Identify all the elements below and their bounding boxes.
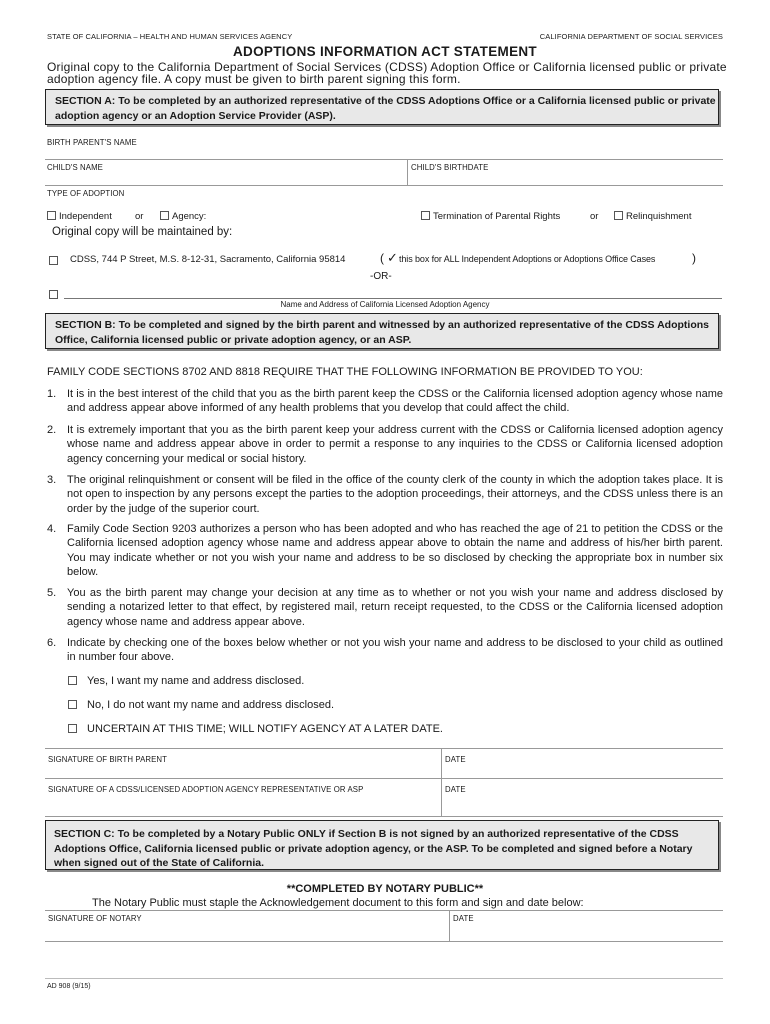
relinquishment-option[interactable]: Relinquishment — [614, 211, 691, 222]
original-copy-label: Original copy will be maintained by: — [52, 226, 233, 238]
cdss-note: this box for ALL Independent Adoptions or Adoptions Office Cases — [399, 254, 656, 264]
independent-option[interactable]: Independent — [47, 211, 112, 222]
agency-header: STATE OF CALIFORNIA – HEALTH AND HUMAN SERVICES AGENCY — [47, 32, 293, 41]
list-item-text: You as the birth parent may change your decision at any time as to whether or not you wish your name and address disclosed by sending a notarized letter to that effect, by registered mail, return receipt requested, to the CDSS or the California licensed adoption agency whose name and address appear above. — [67, 587, 723, 628]
agency-caption: Name and Address of California Licensed Adoption Agency — [280, 300, 490, 309]
representative-date-field[interactable] — [443, 795, 723, 815]
or-separator: -OR- — [370, 271, 392, 282]
child-name-field[interactable] — [45, 173, 405, 185]
list-item-text: The original relinquishment or consent will be filed in the office of the county clerk of the county in which the adoption takes place. It is not open to inspection by any persons except the parties to the adoption proceedings, their attorneys, and the CDSS unless there is an order by the judge of the superior court. — [67, 474, 723, 515]
form-id: AD 908 (9/15) — [47, 983, 91, 990]
representative-date-label: DATE — [445, 785, 466, 794]
termination-option[interactable]: Termination of Parental Rights — [421, 211, 560, 222]
agency-name-address-field[interactable] — [64, 284, 722, 298]
divider — [45, 941, 723, 942]
agency-option[interactable]: Agency: — [160, 211, 206, 222]
list-item: 3. The original relinquishment or consent will be filed in the office of the county clerk of the county in which the adoption takes place. It is not open to inspection by any persons except the parties to the adoption proceedings, their attorneys, and the CDSS unless there is an order by the judge of the superior court. — [47, 474, 723, 515]
divider — [45, 159, 723, 160]
list-item: 5. You as the birth parent may change your decision at any time as to whether or not you wish your name and address disclosed by sending a notarized letter to that effect, by registered mail, return receipt requested, to the CDSS or the California licensed adoption agency whose name and address appear above. — [47, 587, 723, 628]
form-title: ADOPTIONS INFORMATION ACT STATEMENT — [233, 44, 537, 59]
divider — [45, 910, 723, 911]
notary-date-field[interactable] — [451, 924, 723, 940]
termination-checkbox[interactable] — [421, 211, 430, 220]
completed-by-notary: **COMPLETED BY NOTARY PUBLIC** — [286, 883, 484, 895]
intro-text: Original copy to the California Department of Social Services (CDSS) Adoption Office or California licensed public or private adoption agency file. A copy must be given to birth parent signing this form. — [47, 60, 727, 86]
agency-checkbox[interactable] — [160, 211, 169, 220]
footer-divider — [45, 978, 723, 979]
divider — [441, 748, 442, 816]
list-item-text: It is extremely important that you as the birth parent keep your address current with the CDSS or California licensed adoption agency whose name and address appear above in order to permit a response to any inquiries to the CDSS or California licensed adoption agency concerning your medical or social history. — [67, 424, 723, 465]
divider — [407, 159, 408, 185]
divider — [45, 778, 723, 779]
or-text: or — [590, 211, 599, 222]
section-b-heading — [45, 313, 719, 349]
birth-parent-signature-field[interactable] — [45, 765, 440, 778]
section-a-heading — [45, 89, 719, 125]
list-item-text: Indicate by checking one of the boxes below whether or not you wish your name and address to be disclosed to your child as outlined in number four above. — [67, 637, 723, 664]
disclose-uncertain-checkbox[interactable] — [68, 724, 77, 733]
agency-name-field[interactable] — [214, 209, 414, 223]
disclose-yes-checkbox[interactable] — [68, 676, 77, 685]
cdss-address: CDSS, 744 P Street, M.S. 8-12-31, Sacramento, California 95814 — [70, 254, 346, 265]
cdss-note-close: ) — [692, 251, 696, 265]
notary-signature-field[interactable] — [45, 924, 448, 940]
list-item-text: It is in the best interest of the child that you as the birth parent keep the CDSS or the California licensed adoption agency whose name and address appear above informed of any health problems that you develop that could affect the child. — [67, 388, 723, 415]
notary-date-label: DATE — [453, 914, 474, 923]
child-name-label: CHILD'S NAME — [47, 163, 103, 172]
section-c-heading — [45, 820, 719, 870]
list-item: 1. It is in the best interest of the child that you as the birth parent keep the CDSS or the California licensed adoption agency whose name and address appear above informed of any health problems that you develop that could affect the child. — [47, 388, 723, 415]
representative-signature-field[interactable] — [45, 795, 440, 815]
section-b-heading-text: SECTION B: To be completed and signed by the birth parent and witnessed by an authorized representative of the CDSS Adoptions Office, California licensed public or private adoption agency, or an ASP. — [55, 319, 709, 346]
divider — [45, 185, 723, 186]
list-item: 6. Indicate by checking one of the boxes below whether or not you wish your name and address to be disclosed to your child as outlined in number four above. — [47, 637, 723, 664]
checkmark-icon: ✓ — [387, 250, 398, 265]
type-of-adoption-label: TYPE OF ADOPTION — [47, 189, 125, 198]
family-code-requirement: FAMILY CODE SECTIONS 8702 AND 8818 REQUIRE THAT THE FOLLOWING INFORMATION BE PROVIDED TO YOU: — [47, 366, 643, 378]
list-item: 4. Family Code Section 9203 authorizes a person who has been adopted and who has reached the age of 21 to petition the CDSS or the California licensed adoption agency whose name and address appear above to obtain the name and address of his/her birth parent. You may indicate whether or not you wish your name and address to be so disclosed by checking the appropriate box in number six below. — [47, 523, 723, 579]
list-item: 2. It is extremely important that you as the birth parent keep your address current with the CDSS or California licensed adoption agency whose name and address appear above in order to permit a response to any inquiries to the CDSS or California licensed adoption agency concerning your medical or social history. — [47, 424, 723, 465]
child-birthdate-label: CHILD'S BIRTHDATE — [411, 163, 489, 172]
child-birthdate-field[interactable] — [409, 173, 723, 185]
representative-signature-label: SIGNATURE OF A CDSS/LICENSED ADOPTION AGENCY REPRESENTATIVE OR ASP — [48, 785, 364, 794]
list-item-text: Family Code Section 9203 authorizes a person who has been adopted and who has reached the age of 21 to petition the CDSS or the California licensed adoption agency whose name and address appear above to obtain the name and address of his/her birth parent. You may indicate whether or not you wish your name and address to be so disclosed by checking the appropriate box in number six below. — [67, 523, 723, 579]
divider — [64, 298, 722, 299]
section-a-heading-text: SECTION A: To be completed by an authorized representative of the CDSS Adoptions Office or a California licensed public or private adoption agency or an Adoption Service Provider (ASP). — [55, 95, 716, 122]
cdss-note-open: ( — [380, 251, 384, 265]
birth-parent-date-field[interactable] — [443, 765, 723, 778]
birth-parent-date-label: DATE — [445, 755, 466, 764]
or-text: or — [135, 211, 144, 222]
divider — [45, 816, 723, 817]
disclose-uncertain-option[interactable]: UNCERTAIN AT THIS TIME; WILL NOTIFY AGENCY AT A LATER DATE. — [68, 723, 443, 735]
divider — [45, 748, 723, 749]
independent-checkbox[interactable] — [47, 211, 56, 220]
disclose-yes-option[interactable]: Yes, I want my name and address disclosed. — [68, 675, 304, 687]
department-header: CALIFORNIA DEPARTMENT OF SOCIAL SERVICES — [539, 32, 723, 41]
disclose-no-option[interactable]: No, I do not want my name and address disclosed. — [68, 699, 334, 711]
section-c-heading-text: SECTION C: To be completed by a Notary Public ONLY if Section B is not signed by an authorized representative of the CDSS Adoptions Office, California licensed public or private adoption agency, or the ASP. To be completed and signed before a Notary when signed out of the State of California. — [54, 828, 693, 869]
disclose-no-checkbox[interactable] — [68, 700, 77, 709]
notary-instruction: The Notary Public must staple the Acknowledgement document to this form and sign and date below: — [92, 897, 584, 909]
notary-signature-label: SIGNATURE OF NOTARY — [48, 914, 142, 923]
divider — [449, 910, 450, 941]
relinquishment-checkbox[interactable] — [614, 211, 623, 220]
birth-parent-signature-label: SIGNATURE OF BIRTH PARENT — [48, 755, 168, 764]
birth-parent-name-label: BIRTH PARENT'S NAME — [47, 138, 137, 147]
cdss-checkbox[interactable] — [49, 253, 61, 271]
